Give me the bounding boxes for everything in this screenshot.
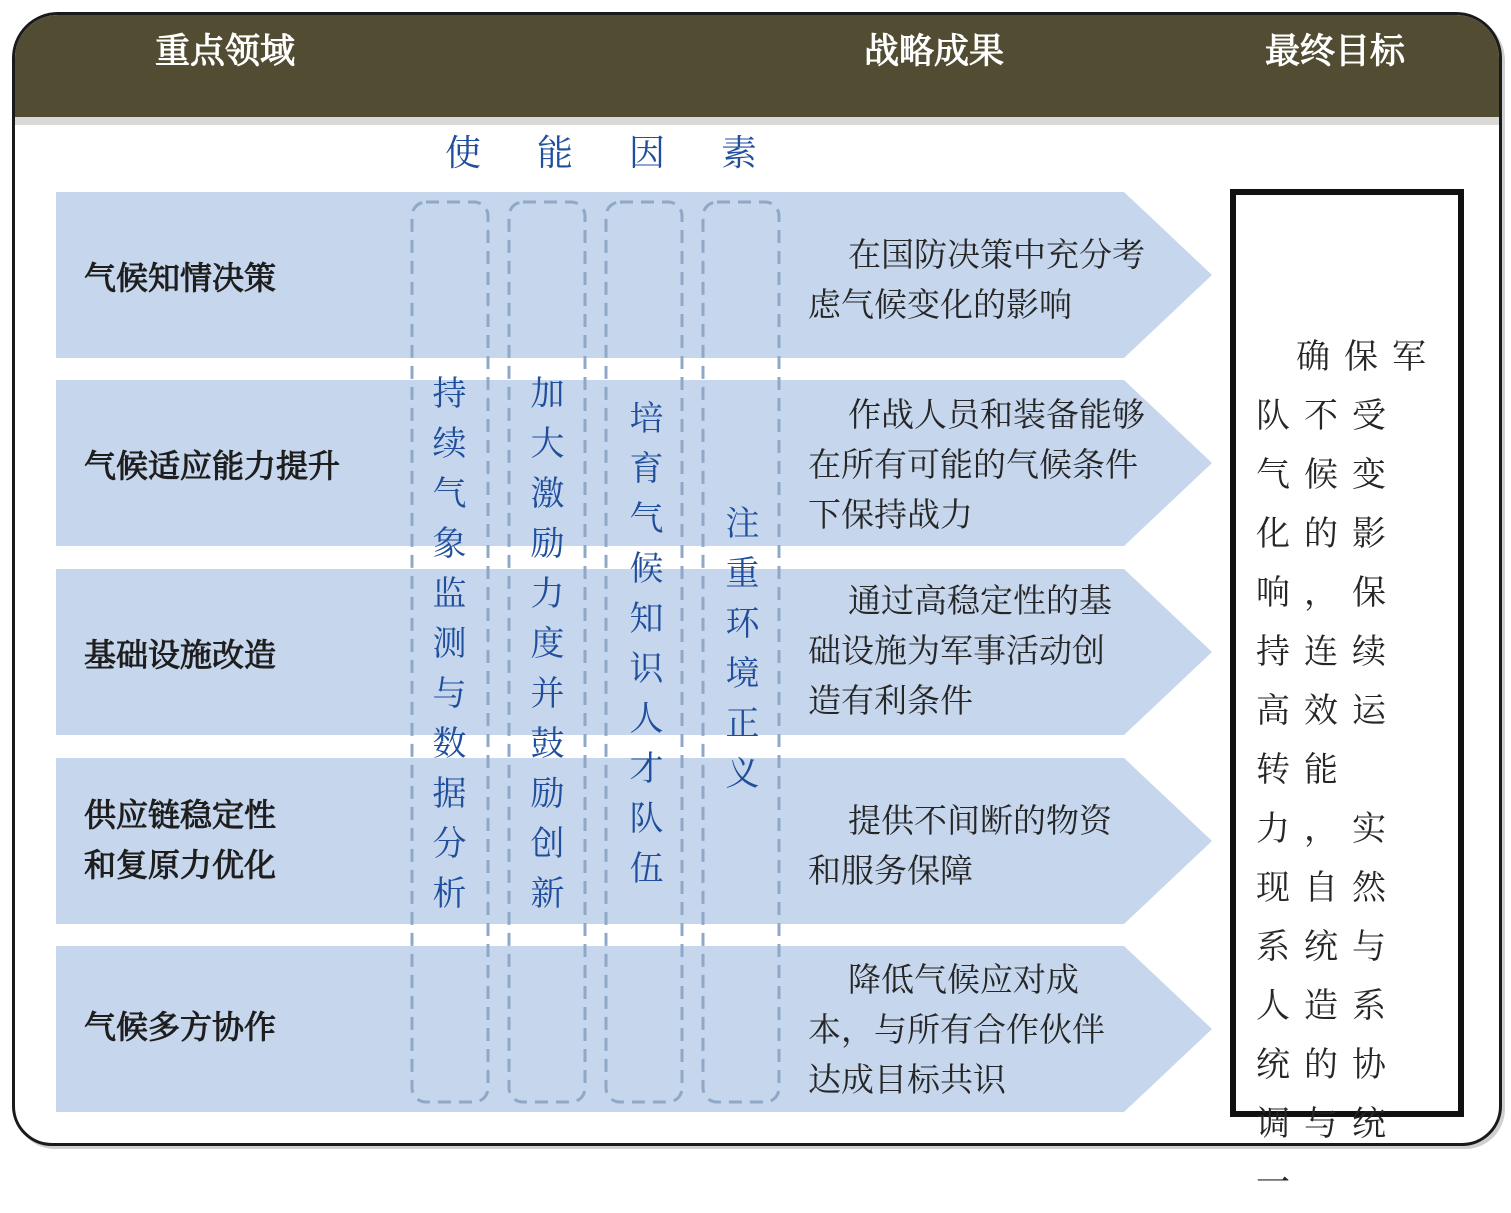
header-outcomes: 战略成果 bbox=[864, 32, 1005, 72]
area-label-2: 气候适应能力提升 bbox=[84, 447, 341, 485]
enabler-3-text: 培育气候知识人才队伍 bbox=[623, 400, 663, 900]
area-label-5: 气候多方协作 bbox=[84, 1008, 277, 1046]
outcome-1: 在国防决策中充分考虑气候变化的影响 bbox=[808, 235, 1145, 324]
outcome-3: 通过高稳定性的基础设施为军事活动创造有利条件 bbox=[808, 581, 1112, 720]
enabler-2-text: 加大激励力度并鼓励创新 bbox=[524, 375, 564, 925]
area-label-4: 供应链稳定性 和复原力优化 bbox=[84, 796, 277, 884]
area-label-3: 基础设施改造 bbox=[84, 636, 277, 674]
outcome-4: 提供不间断的物资和服务保障 bbox=[808, 801, 1112, 890]
header-areas: 重点领域 bbox=[155, 32, 296, 72]
enabler-1-text: 持续气象监测与数据分析 bbox=[426, 375, 466, 925]
enabler-4-text: 注重环境正义 bbox=[719, 505, 759, 805]
enabler-title: 使能因素 bbox=[445, 133, 814, 174]
area-label-1: 气候知情决策 bbox=[84, 259, 277, 297]
outcome-5: 降低气候应对成本，与所有合作伙伴达成目标共识 bbox=[808, 960, 1105, 1099]
goal-text: 确保军队不受气候变化的影响，保持连续高效运转能力，实现自然系统与人造系统的协调与统一 bbox=[1256, 337, 1440, 1203]
outcome-2: 作战人员和装备能够在所有可能的气候条件下保持战力 bbox=[808, 395, 1145, 534]
header-goal: 最终目标 bbox=[1265, 32, 1406, 72]
